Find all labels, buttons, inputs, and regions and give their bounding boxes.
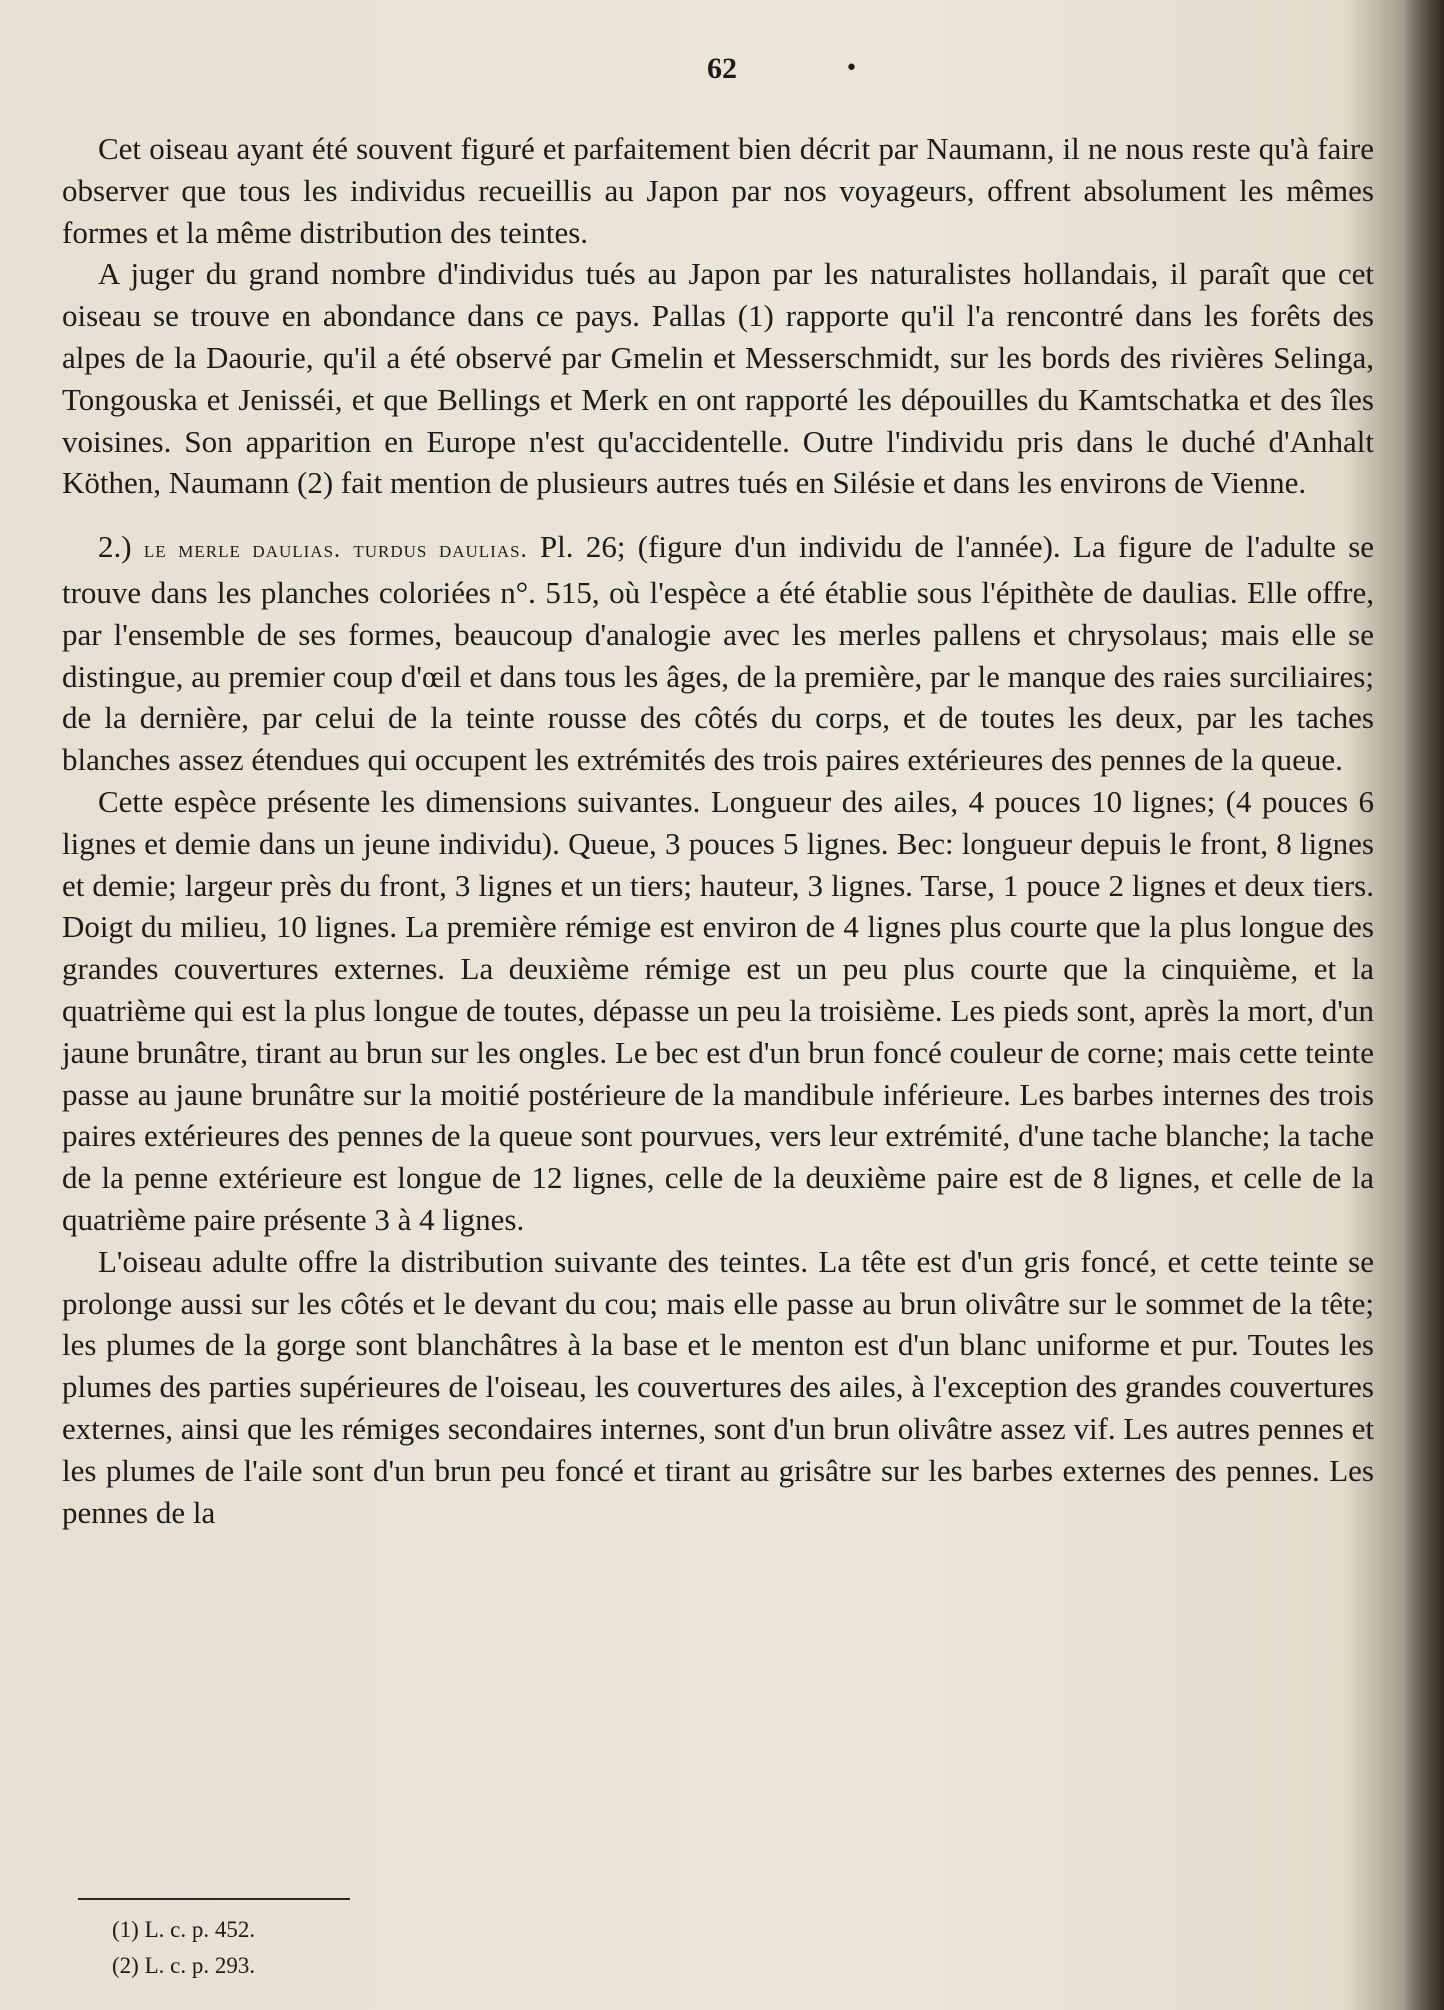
paragraph-2: A juger du grand nombre d'individus tués au Japon par les naturalistes hollandais, il paraît que cet oiseau se trouve en abondance dans ce pays. Pallas (1) rapporte qu'il l'a rencontré dans les forêts des alpes de la Daourie, qu'il a été observé par Gmelin et Messerschmidt, sur les bords des rivières Selinga, Tongouska et Jenisséi, et que Bellings et Merk en ont rapporté les dépouilles du Kamtschatka et des îles voisines. Son apparition en Europe n'est qu'accidentelle. Outre l'individu pris dans le duché d'Anhalt Köthen, Naumann (2) fait mention de plusieurs autres tués en Silésie et dans les environs de Vienne. — [62, 256, 1374, 501]
paragraph-5: L'oiseau adulte offre la distribution suivante des teintes. La tête est d'un gris foncé, et cette teinte se prolonge aussi sur les côtés et le devant du cou; mais elle passe au brun olivâtre sur le sommet de la tête; les plumes de la gorge sont blanchâtres à la base et le menton est d'un blanc uniforme et pur. Toutes les plumes des parties supérieures de l'oiseau, les couvertures des ailes, à l'exception des grandes couvertures externes, ainsi que les rémiges secondaires internes, sont d'un brun olivâtre assez vif. Les autres pennes et les plumes de l'aile sont d'un brun peu foncé et tirant au grisâtre sur les barbes externes des pennes. Les pennes de la — [62, 1243, 1374, 1530]
species-number: 2.) — [98, 529, 132, 565]
paragraph-4: Cette espèce présente les dimensions suivantes. Longueur des ailes, 4 pouces 10 lignes; (4 pouces 6 lignes et demie dans un jeune individu). Queue, 3 pouces 5 lignes. Bec: longueur depuis le front, 8 lignes et demie; largeur près du front, 3 lignes et un tiers; hauteur, 3 lignes. Tarse, 1 pouce 2 lignes et deux tiers. Doigt du milieu, 10 lignes. La première rémige est environ de 4 lignes plus courte que la plus longue des grandes couvertures externes. La deuxième rémige est un peu plus courte que la cinquième, et la quatrième qui est la plus longue de toutes, dépasse un peu la troisième. Les pieds sont, après la mort, d'un jaune brunâtre, tirant au brun sur les ongles. Le bec est d'un brun foncé couleur de corne; mais cette teinte passe au jaune brunâtre sur la moitié postérieure de la mandibule inférieure. Les barbes internes des trois paires extérieures des pennes de la queue sont pourvues, vers leur extrémité, d'une tache blanche; la tache de la penne extérieure est longue de 12 lignes, celle de la deuxième paire est de 8 lignes, et celle de la quatrième paire présente 3 à 4 lignes. — [62, 783, 1374, 1237]
page-edge-shadow — [1404, 0, 1444, 2010]
species-name-latin: turdus daulias. — [353, 537, 528, 564]
paragraph-3 — [62, 526, 1374, 781]
footnote-rule — [78, 1898, 350, 1900]
footnote-2: (2) L. c. p. 293. — [112, 1953, 256, 1978]
footnote-1: (1) L. c. p. 452. — [112, 1917, 256, 1942]
page-mark: • — [845, 56, 858, 81]
species-name-french: le merle daulias. — [143, 537, 342, 564]
species-description: Pl. 26; (figure d'un individu de l'année). La figure de l'adulte se trouve dans les planches coloriées n°. 515, où l'espèce a été établie sous l'épithète de daulias. Elle offre, par l'ensemble de ses formes, beaucoup d'analogie avec les merles pallens et chrysolaus; mais elle se distingue, au premier coup d'œil et dans tous les âges, de la première, par le manque des raies surciliaires; de la dernière, par celui de la teinte rousse des côtés du corps, et de toutes les deux, par les taches blanches assez étendues qui occupent les extrémités des trois paires extérieures des pennes de la queue. — [62, 529, 1375, 778]
paragraph-1: Cet oiseau ayant été souvent figuré et parfaitement bien décrit par Naumann, il ne nous reste qu'à faire observer que tous les individus recueillis au Japon par nos voyageurs, offrent absolument les mêmes formes et la même distribution des teintes. — [62, 131, 1374, 250]
page-number: 62 — [707, 52, 737, 85]
footnotes — [112, 1912, 255, 1984]
body-text — [62, 128, 1374, 1533]
